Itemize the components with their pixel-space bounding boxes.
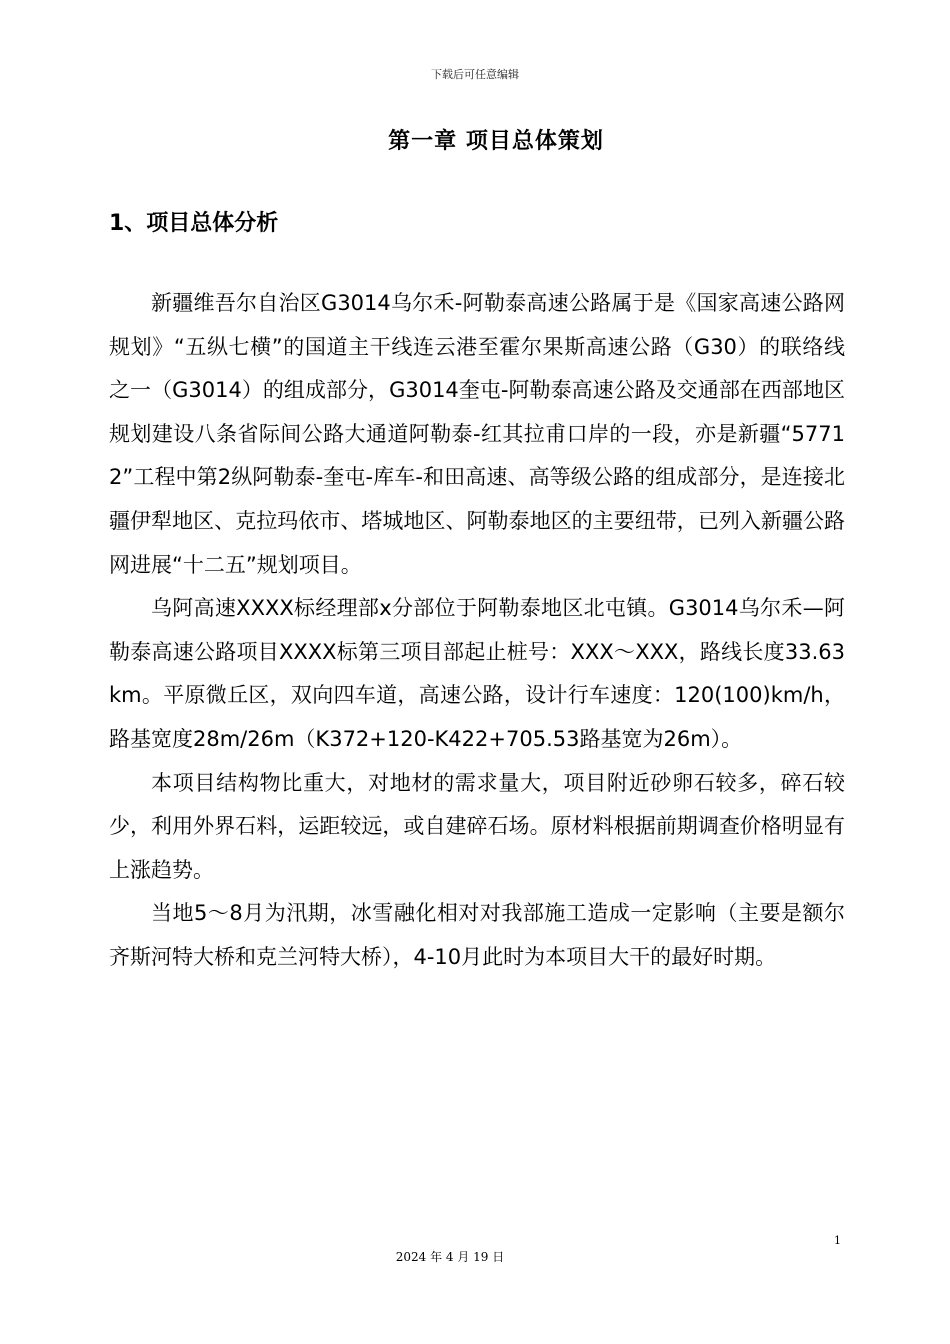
section-heading: 1、项目总体分析 (109, 211, 279, 236)
paragraph-climate: 当地5～8月为汛期，冰雪融化相对对我部施工造成一定影响（主要是额尔齐斯河特大桥和克兰河特大桥），4-10月此时为本项目大干的最好时期。 (109, 901, 845, 969)
paragraph-project-background: 新疆维吾尔自治区G3014乌尔禾-阿勒泰高速公路属于是《国家高速公路网规划》“五纵七横”的国道主干线连云港至霍尔果斯高速公路（G30）的联络线之一（G3014）的组成部分，G3014奎屯-阿勒泰高速公路及交通部在西部地区规划建设八条省际间公路大通道阿勒泰-红其拉甫口岸的一段，亦是新疆“57712”工程中第2纵阿勒泰-奎屯-库车-和田高速、高等级公路的组成部分，是连接北疆伊犁地区、克拉玛依市、塔城地区、阿勒泰地区的主要纽带，已列入新疆公路网进展“十二五”规划项目。 (109, 291, 845, 577)
chapter-title: 第一章 项目总体策划 (388, 129, 604, 154)
footer-date: 2024 年 4 月 19 日 (395, 1250, 505, 1264)
paragraph-materials: 本项目结构物比重大，对地材的需求量大，项目附近砂卵石较多，碎石较少，利用外界石料，运距较远，或自建碎石场。原材料根据前期调查价格明显有上涨趋势。 (109, 770, 845, 882)
body-text (109, 282, 845, 980)
page-header-note: 下载后可任意编辑 (431, 68, 519, 81)
paragraph-project-location: 乌阿高速XXXX标经理部x分部位于阿勒泰地区北屯镇。G3014乌尔禾—阿勒泰高速公路项目XXXX标第三项目部起止桩号：XXX～XXX，路线长度33.63km。平原微丘区，双向四车道，高速公路，设计行车速度：120(100)km/h，路基宽度28m/26m（K372+120-K422+705.53路基宽为26m）。 (109, 596, 845, 751)
page-number: 1 (834, 1234, 841, 1247)
